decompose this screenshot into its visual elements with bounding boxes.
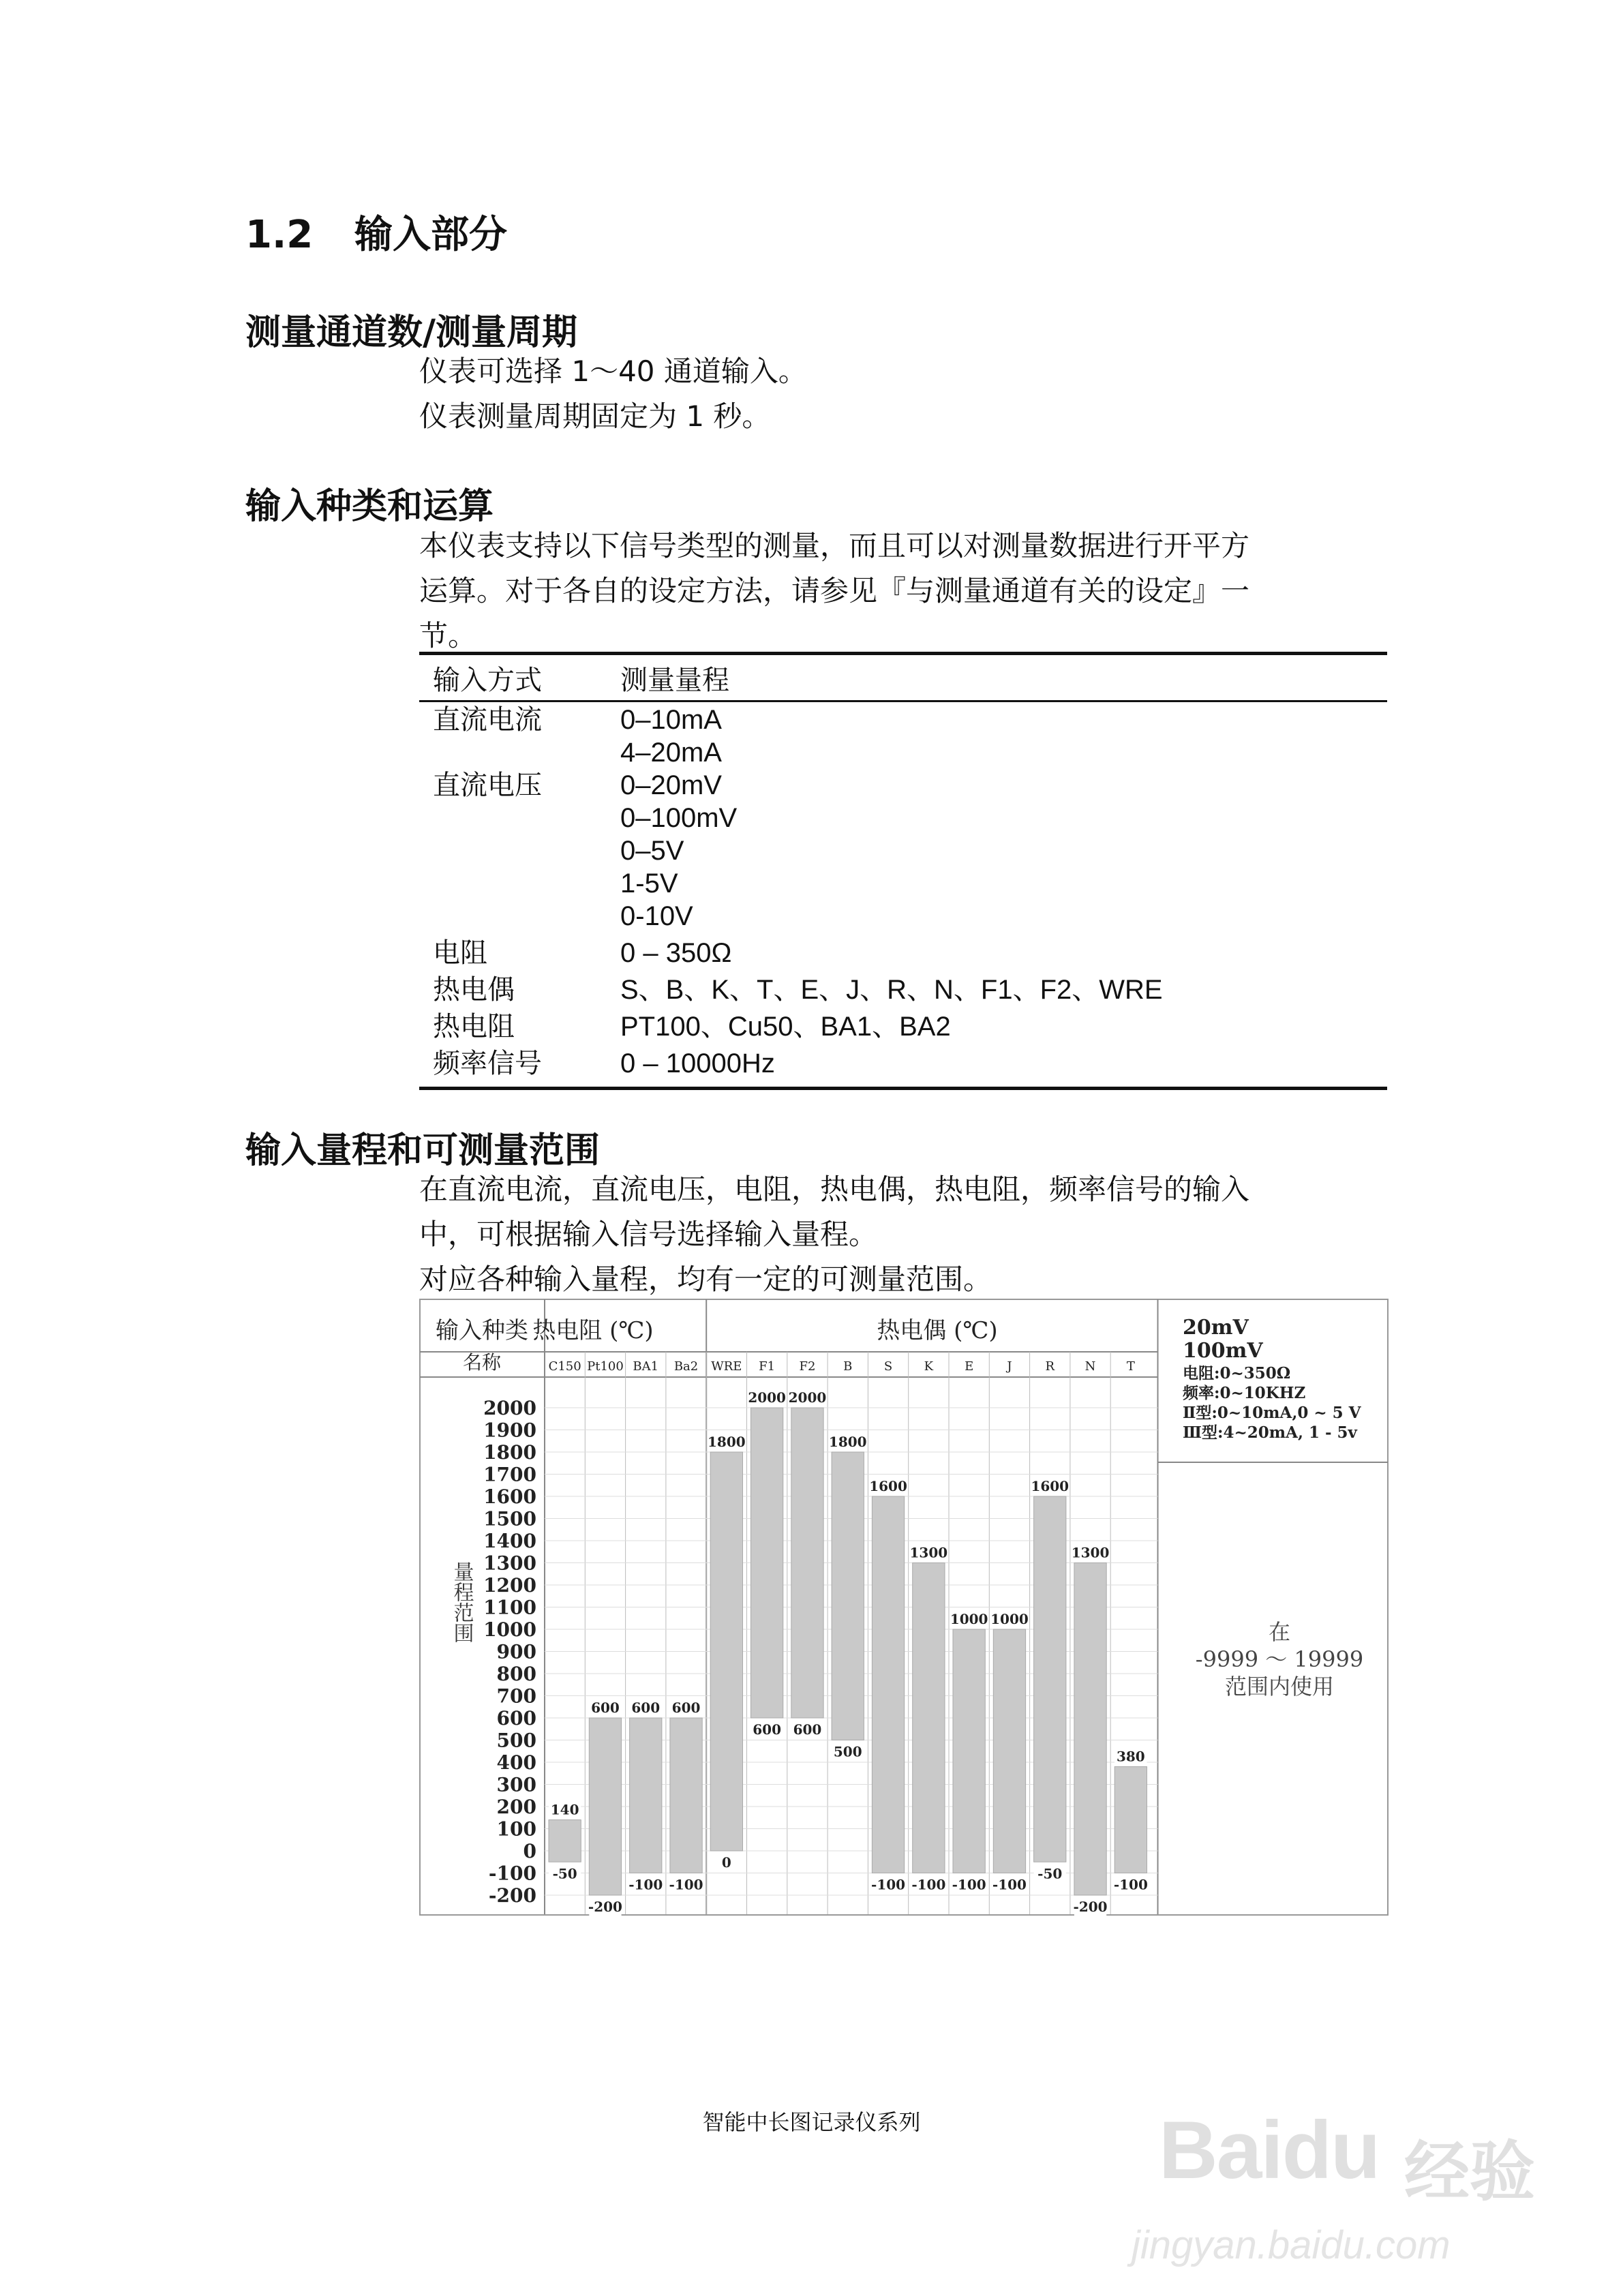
range-bar [549, 1820, 581, 1862]
bar-max-label: 600 [591, 1700, 620, 1716]
paragraph-channels [419, 349, 1387, 439]
row-type: 直流电流 [433, 704, 542, 736]
range-chart [419, 1299, 1389, 1918]
range-bar [1034, 1496, 1066, 1862]
section-heading [245, 205, 507, 259]
y-tick-label: 1000 [483, 1618, 536, 1641]
bar-min-label: 500 [833, 1743, 862, 1760]
column-name: R [1045, 1359, 1055, 1374]
bar-min-label: -100 [952, 1876, 986, 1893]
y-tick-label: 200 [496, 1796, 536, 1818]
y-tick-label: 800 [496, 1663, 536, 1685]
range-note-line: -9999 ～ 19999 [1195, 1646, 1364, 1672]
y-tick-label: 100 [496, 1817, 536, 1841]
table-row [419, 1010, 1387, 1043]
y-tick-label: 500 [496, 1729, 536, 1752]
section-number: 1.2 [245, 213, 314, 257]
bar-max-label: 2000 [788, 1389, 827, 1406]
column-name: Ba2 [673, 1359, 699, 1374]
bar-max-label: 1600 [1031, 1478, 1070, 1494]
paragraph-line: 仪表可选择 1～40 通道输入。 [419, 354, 807, 388]
column-name: WRE [711, 1359, 742, 1374]
column-name: J [1007, 1359, 1012, 1374]
row-range: S、B、K、T、E、J、R、N、F1、F2、WRE [620, 975, 1163, 1005]
group-rtd-label: 热电阻 (℃) [532, 1317, 654, 1344]
row-type: 直流电压 [433, 770, 542, 801]
column-name: E [965, 1359, 974, 1374]
note-line: 20mV [1183, 1316, 1249, 1340]
table-body [419, 702, 1387, 1087]
input-range-table [419, 652, 1387, 1090]
row-range: 0–10mA [620, 705, 722, 735]
paragraph-ranges [419, 1167, 1387, 1302]
y-tick-label: 1900 [483, 1419, 536, 1442]
column-name: K [924, 1359, 934, 1374]
y-tick-label: 1700 [483, 1463, 536, 1486]
y-axis-label-text: 量程范围 [449, 1561, 474, 1643]
header-name: 名称 [462, 1351, 502, 1374]
bar-min-label: -100 [911, 1876, 946, 1893]
note-line: 频率:0~10KHZ [1183, 1384, 1306, 1402]
paragraph-line: 在直流电流，直流电压，电阻，热电偶，热电阻，频率信号的输入 [419, 1173, 1250, 1206]
row-range: 0–100mV [620, 803, 738, 833]
range-bar [953, 1629, 985, 1873]
bar-min-label: -200 [588, 1899, 622, 1915]
column-name: T [1126, 1359, 1135, 1374]
range-bar [872, 1496, 904, 1873]
y-tick-label: -100 [488, 1862, 536, 1885]
row-range: 0-10V [620, 901, 693, 931]
row-range: 1-5V [620, 868, 678, 898]
bar-min-label: 600 [753, 1721, 782, 1738]
row-range: 0 – 10000Hz [620, 1048, 775, 1078]
column-name: B [843, 1359, 853, 1374]
group-tc-label: 热电偶 (℃) [877, 1317, 998, 1344]
y-tick-label: 0 [523, 1840, 536, 1862]
baidu-watermark [1118, 2103, 1568, 2274]
table-row [419, 937, 1387, 969]
table-row [419, 973, 1387, 1006]
bar-max-label: 600 [631, 1700, 661, 1716]
paragraph-line: 运算。对于各自的设定方法，请参见『与测量通道有关的设定』一 [419, 574, 1250, 607]
range-bar [832, 1452, 864, 1740]
bar-min-label: -200 [1073, 1899, 1108, 1915]
table-row [419, 769, 1387, 933]
range-chart-svg [419, 1299, 1389, 1916]
range-bar [1114, 1767, 1147, 1873]
page-footer: 智能中长图记录仪系列 [702, 2109, 921, 2135]
y-tick-label: 1300 [483, 1552, 536, 1575]
y-tick-label: 1200 [483, 1574, 536, 1597]
paragraph-line: 对应各种输入量程，均有一定的可测量范围。 [419, 1263, 992, 1296]
note-line: Ⅱ型:0~10mA,0 ~ 5 V [1183, 1404, 1361, 1422]
subheading-channels: 测量通道数/测量周期 [245, 312, 577, 353]
y-tick-label: 1400 [483, 1530, 536, 1552]
note-line: 电阻:0~350Ω [1183, 1364, 1291, 1383]
bar-max-label: 2000 [748, 1389, 786, 1406]
bar-min-label: -100 [992, 1876, 1027, 1893]
bar-min-label: -100 [669, 1876, 703, 1893]
row-range: 0 – 350Ω [620, 938, 732, 968]
bar-max-label: 1800 [708, 1434, 746, 1450]
note-line: Ⅲ型:4~20mA, 1 - 5v [1183, 1423, 1357, 1442]
bar-max-label: 1300 [909, 1544, 948, 1561]
paragraph-line: 中，可根据输入信号选择输入量程。 [419, 1218, 878, 1251]
range-bar [589, 1718, 621, 1895]
range-note-line: 在 [1268, 1619, 1291, 1645]
y-tick-label: 300 [496, 1773, 536, 1796]
subheading-ranges: 输入量程和可测量范围 [245, 1130, 601, 1171]
bar-min-label: 0 [721, 1854, 731, 1871]
range-bar [791, 1408, 823, 1718]
section-title: 输入部分 [354, 213, 507, 257]
bar-max-label: 140 [550, 1801, 579, 1818]
column-name: C150 [548, 1359, 581, 1374]
paragraph-line: 本仪表支持以下信号类型的测量，而且可以对测量数据进行开平方 [419, 529, 1250, 562]
range-bar [993, 1629, 1025, 1873]
y-tick-label: 2000 [483, 1397, 536, 1419]
subheading-input-types: 输入种类和运算 [245, 486, 494, 527]
range-bar [751, 1408, 783, 1718]
column-name: BA1 [633, 1359, 659, 1374]
row-type: 热电偶 [433, 974, 515, 1006]
range-bar [670, 1718, 702, 1873]
bar-min-label: 600 [793, 1721, 822, 1738]
bar-min-label: -100 [871, 1876, 906, 1893]
y-tick-label: 1500 [483, 1507, 536, 1530]
paragraph-input-types [419, 524, 1387, 659]
bar-max-label: 1000 [950, 1611, 988, 1627]
bar-max-label: 1600 [869, 1478, 907, 1494]
bar-max-label: 1300 [1071, 1544, 1110, 1561]
table-header [419, 655, 1387, 700]
note-line: 100mV [1183, 1339, 1263, 1363]
paragraph-line: 仪表测量周期固定为 1 秒。 [419, 399, 771, 433]
table-row [419, 1047, 1387, 1080]
bar-max-label: 1000 [990, 1611, 1029, 1627]
header-input-type: 输入种类 [436, 1317, 528, 1344]
row-range: 0–5V [620, 836, 684, 866]
row-type: 频率信号 [433, 1048, 542, 1079]
paragraph-line: 节。 [419, 619, 477, 652]
header-input-mode: 输入方式 [433, 664, 542, 696]
y-tick-label: -200 [488, 1884, 536, 1907]
range-bar [913, 1563, 945, 1873]
y-tick-label: 1100 [483, 1596, 536, 1619]
column-name: Pt100 [587, 1359, 624, 1374]
row-range: 4–20mA [620, 738, 722, 768]
column-name: F2 [799, 1359, 816, 1374]
bar-max-label: 600 [671, 1700, 701, 1716]
bar-min-label: -50 [552, 1865, 577, 1882]
y-tick-label: 900 [496, 1640, 536, 1663]
table-bottom-rule [419, 1087, 1387, 1090]
y-axis-label [450, 1561, 474, 1643]
y-tick-label: 1600 [483, 1485, 536, 1508]
row-type: 热电阻 [433, 1011, 515, 1042]
watermark-logo: Baidu [1159, 2104, 1380, 2196]
y-tick-label: 1800 [483, 1441, 536, 1464]
column-name: S [883, 1359, 893, 1374]
watermark-url: jingyan.baidu.com [1132, 2223, 1451, 2267]
column-name: F1 [759, 1359, 776, 1374]
column-name: N [1084, 1359, 1096, 1374]
row-type: 电阻 [433, 937, 487, 969]
bar-min-label: -100 [1113, 1876, 1148, 1893]
bar-min-label: -50 [1037, 1865, 1063, 1882]
watermark-cn: 经验 [1404, 2134, 1535, 2210]
bar-min-label: -100 [628, 1876, 663, 1893]
bar-max-label: 380 [1116, 1748, 1145, 1765]
header-range: 测量量程 [620, 664, 729, 696]
range-bar [1074, 1563, 1106, 1896]
row-range: 0–20mV [620, 770, 722, 800]
bar-max-label: 1800 [828, 1434, 867, 1450]
range-bar [630, 1718, 662, 1873]
range-note-line: 范围内使用 [1224, 1674, 1335, 1700]
table-row [419, 704, 1387, 769]
y-tick-label: 700 [496, 1685, 536, 1708]
row-range: PT100、Cu50、BA1、BA2 [620, 1012, 951, 1042]
y-tick-label: 400 [496, 1751, 536, 1774]
y-tick-label: 600 [496, 1707, 536, 1729]
range-bar [710, 1452, 742, 1851]
